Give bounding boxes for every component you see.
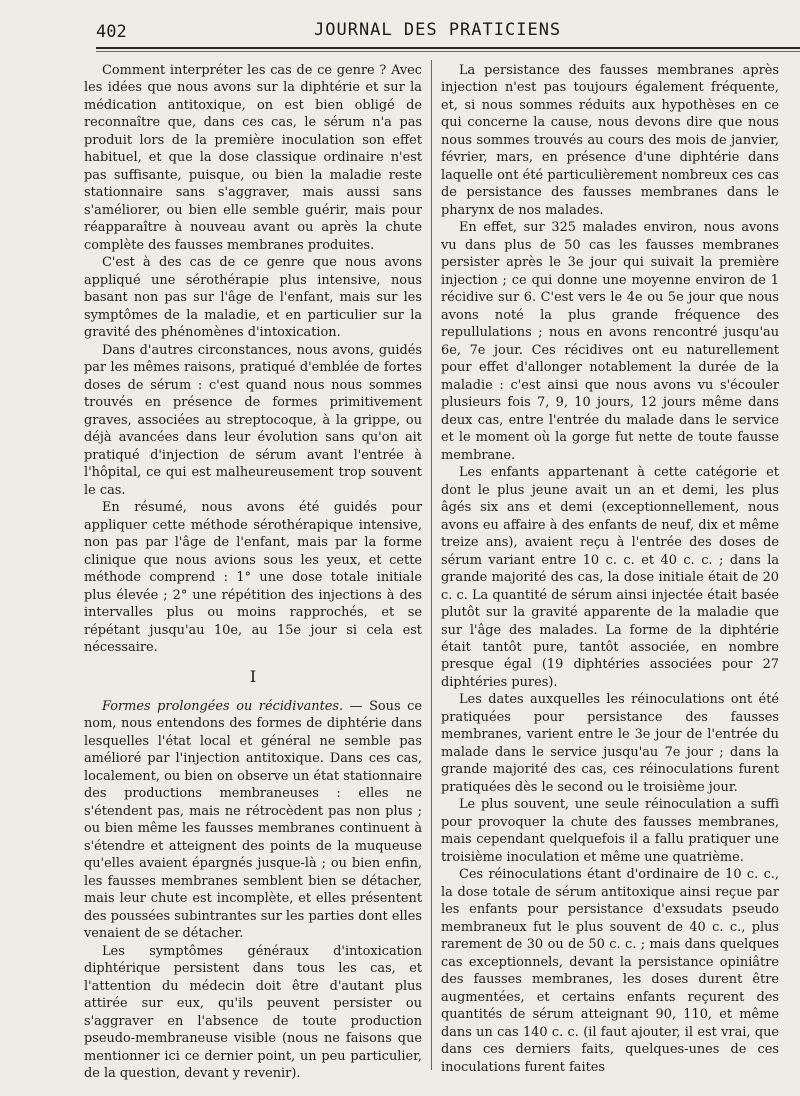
paragraph: Dans d'autres circonstances, nous avons, guidés par les mêmes raisons, pratiqué d'emblée de fortes doses de sérum : c'est quand nous nous sommes trouvés en présence de formes primitivement graves, associées au streptocoque, à la grippe, ou déjà avancées dans leur évolution sans qu'on ait pratiqué d'injection de sérum avant l'entrée à l'hôpital, ce qui est malheureusement trop souvent le cas.	[84, 342, 422, 498]
header-rule-thin	[96, 51, 800, 52]
paragraph: Comment interpréter les cas de ce genre ? Avec les idées que nous avons sur la diphtérie et sur la médication antitoxique, on est bien obligé de reconnaître que, dans ces cas, le sérum n'a pas produit lors de la première inoculation son effet habituel, et que la dose classique ordinaire n'est pas suffisante, puisque, ou bien la maladie reste stationnaire sans s'aggraver, mais aussi sans s'améliorer, ou bien elle semble guérir, mais pour réapparaître à nouveau avant ou après la chute complète des fausses membranes produites.	[84, 63, 422, 253]
left-column	[84, 62, 422, 1083]
right-column	[441, 62, 779, 1076]
paragraph: En effet, sur 325 malades environ, nous avons vu dans plus de 50 cas les fausses membranes persister après le 3e jour qui suivait la première injection ; ce qui donne une moyenne environ de 1 récidive sur 6. C'est vers le 4e ou 5e jour que nous avons noté la plus grande fréquence des repullulations ; nous en avons rencontré jusqu'au 6e, 7e jour. Ces récidives ont eu naturellement pour effet d'allonger notablement la durée de la maladie : c'est ainsi que nous avons vu s'écouler plusieurs fois 7, 9, 10 jours, 12 jours même dans deux cas, entre l'entrée du malade dans le service et le moment où la gorge fut nette de toute fausse membrane.	[441, 220, 779, 463]
paragraph: Les symptômes généraux d'intoxication diphtérique persistent dans tous les cas, et l'attention du médecin doit être d'autant plus attirée sur eux, qu'ils peuvent persister ou s'aggraver en l'absence de toute production pseudo-membraneuse visible (nous ne faisons que mentionner ici ce dernier point, un peu particulier, de la question, devant y revenir).	[84, 943, 422, 1082]
paragraph	[84, 698, 422, 943]
paragraph: Le plus souvent, une seule réinoculation a suffi pour provoquer la chute des fausses membranes, mais cependant quelquefois il a fallu pratiquer une troisième inoculation et même une quatrième.	[441, 797, 779, 865]
paragraph: Ces réinoculations étant d'ordinaire de 10 c. c., la dose totale de sérum antitoxique ainsi reçue par les enfants pour persistance d'exsudats pseudo membraneux fut le plus souvent de 40 c. c., plus rarement de 30 ou de 50 c. c. ; mais dans quelques cas exceptionnels, devant la persistance opiniâtre des fausses membranes, les doses durent être augmentées, et certains enfants reçurent des quantités de sérum atteignant 90, 110, et même dans un cas 140 c. c. (il faut ajouter, il est vrai, que dans ces derniers faits, quelques-unes de ces inoculations furent faites	[441, 867, 779, 1075]
section-lead: Formes prolongées ou récidivantes.	[102, 698, 344, 714]
column-divider	[431, 60, 432, 1070]
paragraph: C'est à des cas de ce genre que nous avons appliqué une sérothérapie plus intensive, nous basant non pas sur l'âge de l'enfant, mais sur les symptômes de la maladie, et en particulier sur la gravité des phénomènes d'intoxication.	[84, 255, 422, 341]
paragraph: La persistance des fausses membranes après injection n'est pas toujours également fréquente, et, si nous sommes réduits aux hypothèses en ce qui concerne la cause, nous devons dire que nous nous sommes trouvés au cours des mois de janvier, février, mars, en présence d'une diphtérie dans laquelle ont été particulièrement nombreux ces cas de persistance des fausses membranes dans le pharynx de nos malades.	[441, 63, 779, 218]
paragraph: Les dates auxquelles les réinoculations ont été pratiquées pour persistance des fausses membranes, varient entre le 3e jour de l'entrée du malade dans le service jusqu'au 7e jour ; dans la grande majorité des cas, ces réinoculations furent pratiquées dès le second ou le troisième jour.	[441, 692, 779, 795]
page-number: 402	[96, 22, 127, 42]
page-header	[96, 20, 776, 46]
header-rule	[96, 47, 800, 49]
paragraph: En résumé, nous avons été guidés pour appliquer cette méthode sérothérapique intensive, non pas par l'âge de l'enfant, mais par la forme clinique que nous avions sous les yeux, et cette méthode comprend : 1° une dose totale initiale plus élevée ; 2° une répétition des injections à des intervalles plus ou moins rapprochés, et se répétant jusqu'au 10e, au 15e jour si cela est nécessaire.	[84, 500, 422, 655]
paragraph: Les enfants appartenant à cette catégorie et dont le plus jeune avait un an et demi, les plus âgés six ans et demi (exceptionnellement, nous avons eu affaire à des enfants de neuf, dix et même treize ans), avaient reçu à l'entrée des doses de sérum variant entre 10 c. c. et 40 c. c. ; dans la grande majorité des cas, la dose initiale était de 20 c. c. La quantité de sérum ainsi injectée était basée plutôt sur la gravité apparente de la maladie que sur l'âge des malades. La forme de la diphtérie était tantôt pure, tantôt associée, en nombre presque égal (19 diphtéries associées pour 27 diphtéries pures).	[441, 465, 779, 690]
paragraph-text: — Sous ce nom, nous entendons des formes de diphtérie dans lesquelles l'état local et général ne semble pas amélioré par l'injection antitoxique. Dans ces cas, localement, ou bien on observe un état stationnaire des productions membraneuses : elles ne s'étendent pas, mais ne rétrocèdent pas non plus ; ou bien même les fausses membranes continuent à s'étendre et atteignent des points de la muqueuse qu'elles avaient épargnés jusque-là ; ou bien enfin, les fausses membranes semblent bien se détacher, mais leur chute est incomplète, et elles présentent des poussées subintrantes sur les parties dont elles venaient de se détacher.	[84, 698, 422, 942]
section-heading: I	[249, 667, 257, 687]
running-title: JOURNAL DES PRATICIENS	[314, 20, 562, 40]
